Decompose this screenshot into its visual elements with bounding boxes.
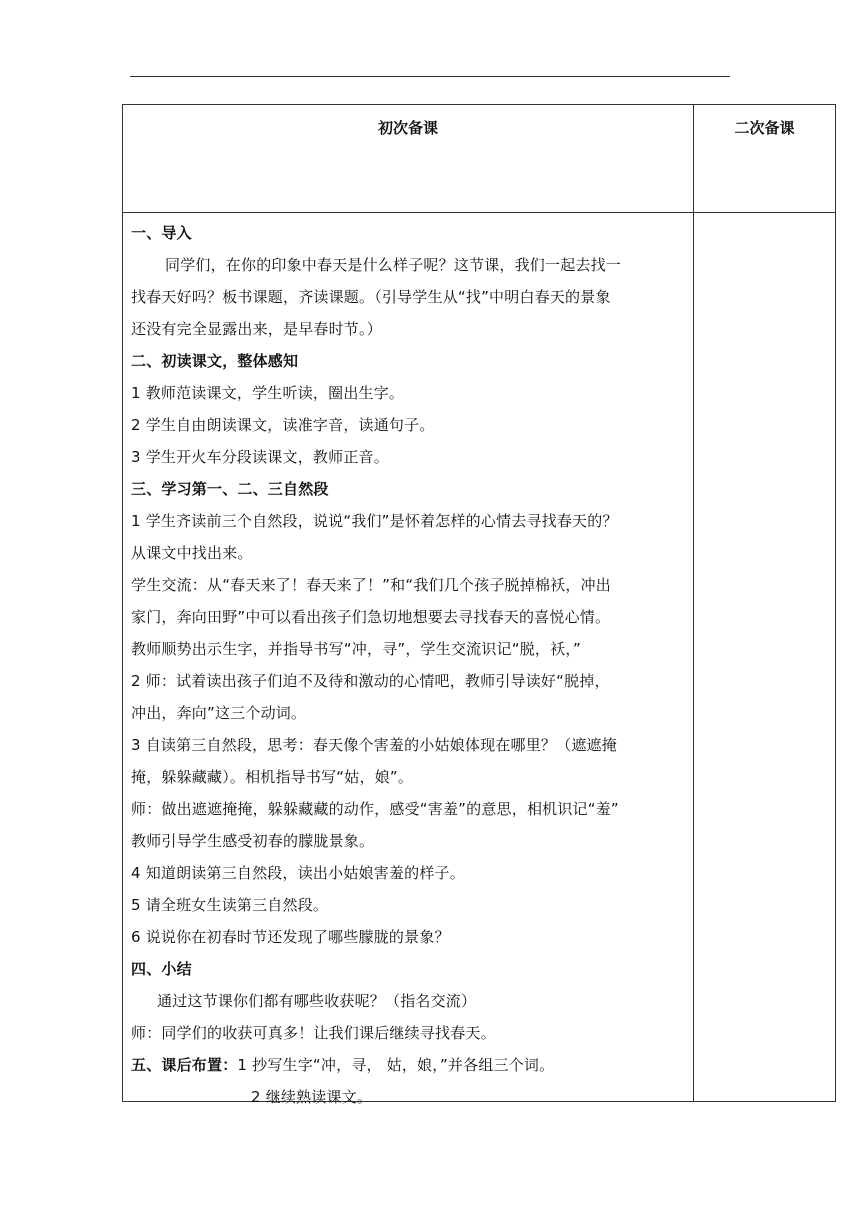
- homework-line: [131, 1049, 689, 1081]
- text-line: 3 学生开火车分段读课文，教师正音。: [131, 448, 389, 466]
- section-heading-intro: 一、导入: [131, 224, 192, 242]
- header-rule: [130, 76, 730, 77]
- text-line: 找春天好吗？板书课题，齐读课题。（引导学生从“找”中明白春天的景象: [131, 288, 611, 306]
- first-preparation-content: [131, 217, 689, 1113]
- section-heading-first-reading: 二、初读课文，整体感知: [131, 352, 299, 370]
- text-line: 1 学生齐读前三个自然段，说说“我们”是怀着怎样的心情去寻找春天的？: [131, 512, 618, 530]
- section-heading-paragraphs: 三、学习第一、二、三自然段: [131, 480, 329, 498]
- second-preparation-header: 二次备课: [734, 119, 795, 137]
- text-line: 3 自读第三自然段，思考：春天像个害羞的小姑娘体现在哪里？（遮遮掩: [131, 736, 617, 754]
- first-preparation-header: 初次备课: [377, 119, 438, 137]
- text-line: 还没有完全显露出来，是早春时节。）: [131, 320, 382, 338]
- text-line: 通过这节课你们都有哪些收获呢？（指名交流）: [157, 992, 477, 1010]
- homework-item: 2 继续熟读课文。: [251, 1088, 373, 1106]
- text-line: 2 师：试着读出孩子们迫不及待和激动的心情吧，教师引导读好“脱掉，: [131, 672, 610, 690]
- text-line: 掩，躲躲藏藏）。相机指导书写“姑，娘”。: [131, 768, 414, 786]
- text-line: 家门，奔向田野”中可以看出孩子们急切地想要去寻找春天的喜悦心情。: [131, 608, 611, 626]
- text-line: 冲出，奔向”这三个动词。: [131, 704, 307, 722]
- column-divider: [693, 105, 694, 1101]
- text-line: 教师引导学生感受初春的朦胧景象。: [131, 832, 375, 850]
- text-line: 1 教师范读课文，学生听读，圈出生字。: [131, 384, 405, 402]
- text-line: 2 学生自由朗读课文，读准字音，读通句子。: [131, 416, 435, 434]
- text-line: 4 知道朗读第三自然段，读出小姑娘害羞的样子。: [131, 864, 465, 882]
- text-line: 6 说说你在初春时节还发现了哪些朦胧的景象？: [131, 928, 450, 946]
- text-line: 教师顺势出示生字，并指导书写“冲，寻”，学生交流识记“脱，袄，”: [131, 640, 581, 658]
- text-line: 5 请全班女生读第三自然段。: [131, 896, 329, 914]
- homework-item: 1 抄写生字“冲，寻， 姑，娘，”并各组三个词。: [237, 1056, 555, 1074]
- text-line: 师：同学们的收获可真多！让我们课后继续寻找春天。: [131, 1024, 496, 1042]
- text-line: 师：做出遮遮掩掩，躲躲藏藏的动作，感受“害羞”的意思，相机识记“羞”: [131, 800, 619, 818]
- section-heading-summary: 四、小结: [131, 960, 192, 978]
- lesson-plan-table: [122, 104, 836, 1106]
- section-heading-homework: 五、课后布置：: [131, 1056, 238, 1074]
- text-line: 同学们，在你的印象中春天是什么样子呢？这节课，我们一起去找一: [165, 256, 622, 274]
- text-line: 从课文中找出来。: [131, 544, 253, 562]
- text-line: 学生交流：从“春天来了！春天来了！”和“我们几个孩子脱掉棉袄，冲出: [131, 576, 611, 594]
